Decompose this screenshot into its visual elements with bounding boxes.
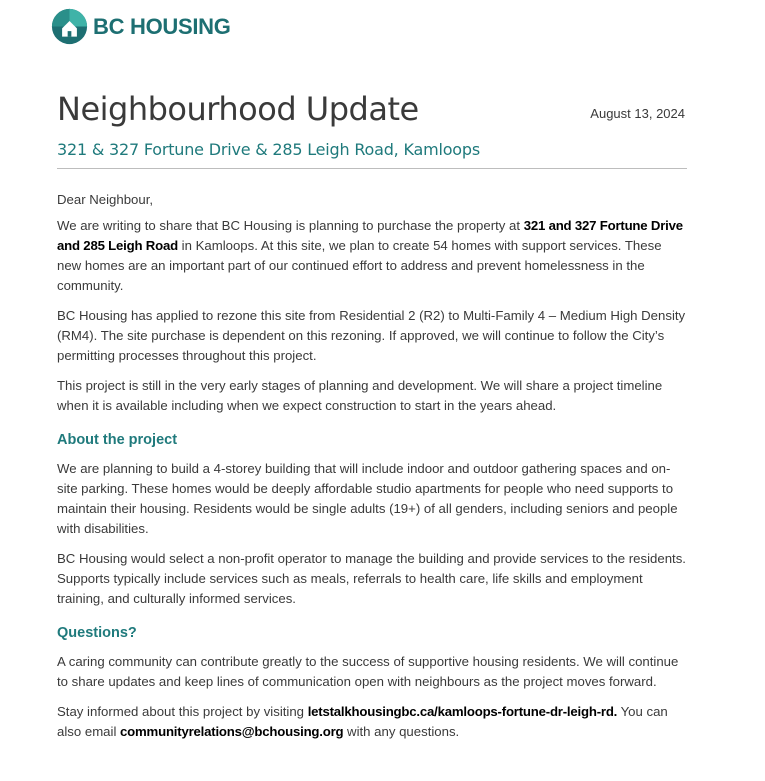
rezoning-paragraph: BC Housing has applied to rezone this site from Residential 2 (R2) to Multi-Family 4 – Medium High Density (RM4). The site purchase is dependent on this rezoning. If approved, we will continue to follow the City’s permitting processes throughout this project. bbox=[57, 308, 686, 363]
letter-body bbox=[57, 190, 687, 752]
contact-text-3: with any questions. bbox=[343, 724, 460, 739]
about-paragraph-2: BC Housing would select a non-profit operator to manage the building and provide services to the residents. Supports typically include services such as meals, referrals to health care, life skills and employment training, and culturally informed services. bbox=[57, 551, 686, 606]
property-address-highlight: 321 and 327 Fortune Drive and 285 Leigh Road bbox=[57, 218, 683, 253]
questions-heading: Questions? bbox=[57, 625, 137, 641]
bc-housing-logo bbox=[51, 8, 231, 45]
intro-text-2: in Kamloops. At this site, we plan to create 54 homes with support services. These new homes are an important part of our continued effort to address and prevent homelessness in the community. bbox=[57, 238, 662, 293]
intro-paragraph bbox=[57, 216, 687, 296]
letter-date: August 13, 2024 bbox=[590, 106, 685, 121]
greeting: Dear Neighbour, bbox=[57, 192, 154, 207]
questions-paragraph-2 bbox=[57, 702, 687, 742]
contact-text-1: Stay informed about this project by visiting bbox=[57, 704, 308, 719]
page-title: Neighbourhood Update bbox=[57, 90, 419, 128]
contact-email-link[interactable]: communityrelations@bchousing.org bbox=[120, 724, 344, 739]
header-divider bbox=[57, 168, 687, 169]
timeline-paragraph: This project is still in the very early stages of planning and development. We will share a project timeline when it is available including when we expect construction to start in the years ahead. bbox=[57, 378, 663, 413]
project-website-link[interactable]: letstalkhousingbc.ca/kamloops-fortune-dr-leigh-rd. bbox=[307, 704, 618, 719]
about-paragraph-1: We are planning to build a 4-storey building that will include indoor and outdoor gathering spaces and on-site parking. These homes would be deeply affordable studio apartments for people who need supports to maintain their housing. Residents would be single adults (19+) of all genders, including seniors and people with disabilities. bbox=[57, 461, 678, 536]
questions-paragraph-1: A caring community can contribute greatly to the success of supportive housing residents. We will continue to share updates and keep lines of communication open with neighbours as the project moves forward. bbox=[57, 654, 679, 689]
page-subtitle-address: 321 & 327 Fortune Drive & 285 Leigh Road, Kamloops bbox=[57, 140, 480, 159]
bc-housing-logo-icon bbox=[51, 8, 88, 45]
about-heading: About the project bbox=[57, 432, 178, 448]
intro-text-1: We are writing to share that BC Housing is planning to purchase the property at bbox=[57, 218, 524, 233]
logo-wordmark: BC HOUSING bbox=[93, 13, 231, 39]
contact-text-2: You can also email bbox=[57, 704, 668, 739]
